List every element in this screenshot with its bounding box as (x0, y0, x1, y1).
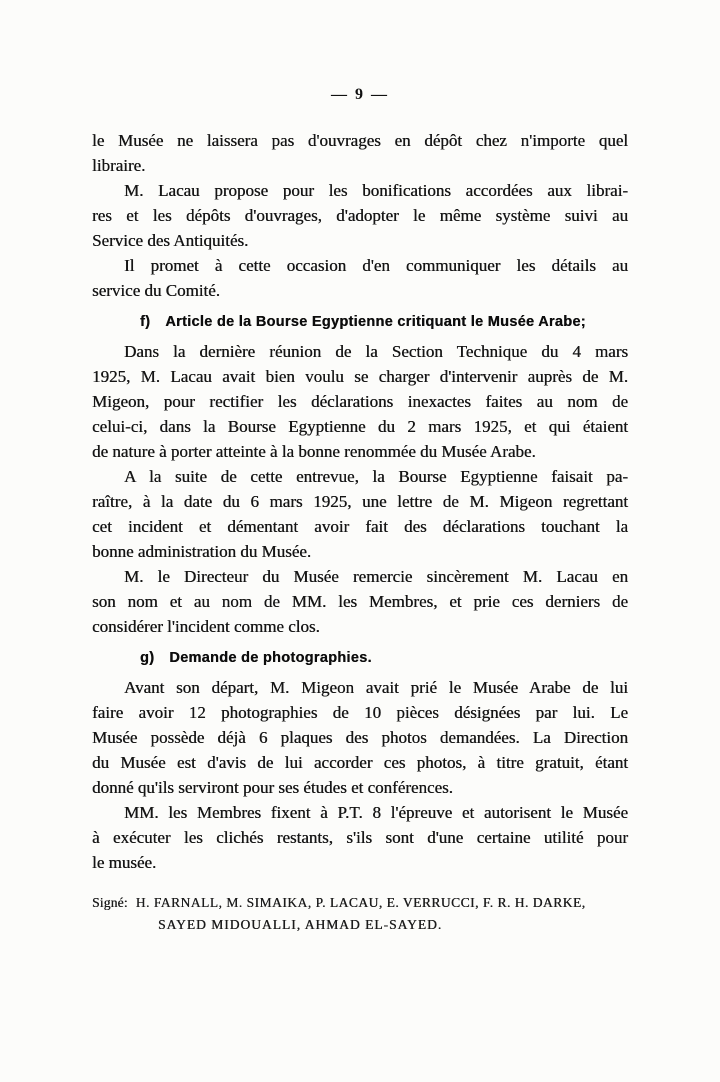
paragraph-fixation-prix (92, 800, 628, 875)
paragraph-section-technique (92, 339, 628, 464)
text-line: service du Comité. (92, 281, 220, 300)
text-line: Migeon, pour rectifier les déclarations inexactes faites au nom de (92, 392, 628, 411)
text-line: donné qu'ils serviront pour ses études et conférences. (92, 778, 453, 797)
text-line: à exécuter les clichés restants, s'ils sont d'une certaine utilité pour (92, 828, 628, 847)
paragraph-promise-comite (92, 253, 628, 303)
text-line: MM. les Membres fixent à P.T. 8 l'épreuve et autorisent le Musée (124, 803, 628, 822)
text-line: raître, à la date du 6 mars 1925, une lettre de M. Migeon regrettant (92, 492, 628, 511)
section-title-g: Demande de photographies. (169, 650, 372, 666)
paragraph-demande-photos (92, 675, 628, 800)
text-line: M. le Directeur du Musée remercie sincèrement M. Lacau en (124, 567, 628, 586)
section-letter-f: f) (140, 314, 151, 330)
text-line: Musée possède déjà 6 plaques des photos demandées. La Direction (92, 728, 628, 747)
text-line: faire avoir 12 photographies de 10 pièces désignées par lui. Le (92, 703, 628, 722)
text-line: cet incident et démentant avoir fait des déclarations touchant la (92, 517, 628, 536)
signature-names-1: H. FARNALL, M. SIMAIKA, P. LACAU, E. VERRUCCI, F. R. H. DARKE, (135, 895, 586, 910)
paragraph-lacau-proposal (92, 178, 628, 253)
signature-block (92, 892, 628, 936)
text-line: le musée. (92, 853, 157, 872)
text-line: res et les dépôts d'ouvrages, d'adopter le même système suivi au (92, 206, 628, 225)
text-line: 1925, M. Lacau avait bien voulu se charger d'intervenir auprès de M. (92, 367, 628, 386)
page-body (92, 128, 628, 936)
text-line: Service des Antiquités. (92, 231, 249, 250)
signature-label: Signé: (92, 895, 128, 910)
section-heading-g (140, 649, 628, 667)
signature-line-2: SAYED MIDOUALLI, AHMAD EL-SAYED. (158, 917, 443, 932)
text-line: le Musée ne laissera pas d'ouvrages en dépôt chez n'importe quel (92, 131, 628, 150)
text-line: celui-ci, dans la Bourse Egyptienne du 2 mars 1925, et qui étaient (92, 417, 628, 436)
text-line: du Musée est d'avis de lui accorder ces photos, à titre gratuit, étant (92, 753, 628, 772)
signature-line-1 (92, 892, 628, 914)
text-line: considérer l'incident comme clos. (92, 617, 320, 636)
paragraph-remerciement-directeur (92, 564, 628, 639)
paragraph-continuation (92, 128, 628, 178)
text-line: Dans la dernière réunion de la Section Technique du 4 mars (124, 342, 628, 361)
section-heading-f (140, 313, 628, 331)
text-line: Il promet à cette occasion d'en communiquer les détails au (124, 256, 628, 275)
text-line: A la suite de cette entrevue, la Bourse Egyptienne faisait pa- (124, 467, 628, 486)
text-line: Avant son départ, M. Migeon avait prié le Musée Arabe de lui (124, 678, 628, 697)
text-line: de nature à porter atteinte à la bonne renommée du Musée Arabe. (92, 442, 536, 461)
section-letter-g: g) (140, 650, 155, 666)
text-line: son nom et au nom de MM. les Membres, et prie ces derniers de (92, 592, 628, 611)
paragraph-lettre-migeon (92, 464, 628, 564)
section-title-f: Article de la Bourse Egyptienne critiquant le Musée Arabe; (165, 314, 586, 330)
text-line: libraire. (92, 156, 146, 175)
text-line: bonne administration du Musée. (92, 542, 312, 561)
text-line: M. Lacau propose pour les bonifications accordées aux librai- (124, 181, 628, 200)
page-number: — 9 — (331, 86, 389, 103)
